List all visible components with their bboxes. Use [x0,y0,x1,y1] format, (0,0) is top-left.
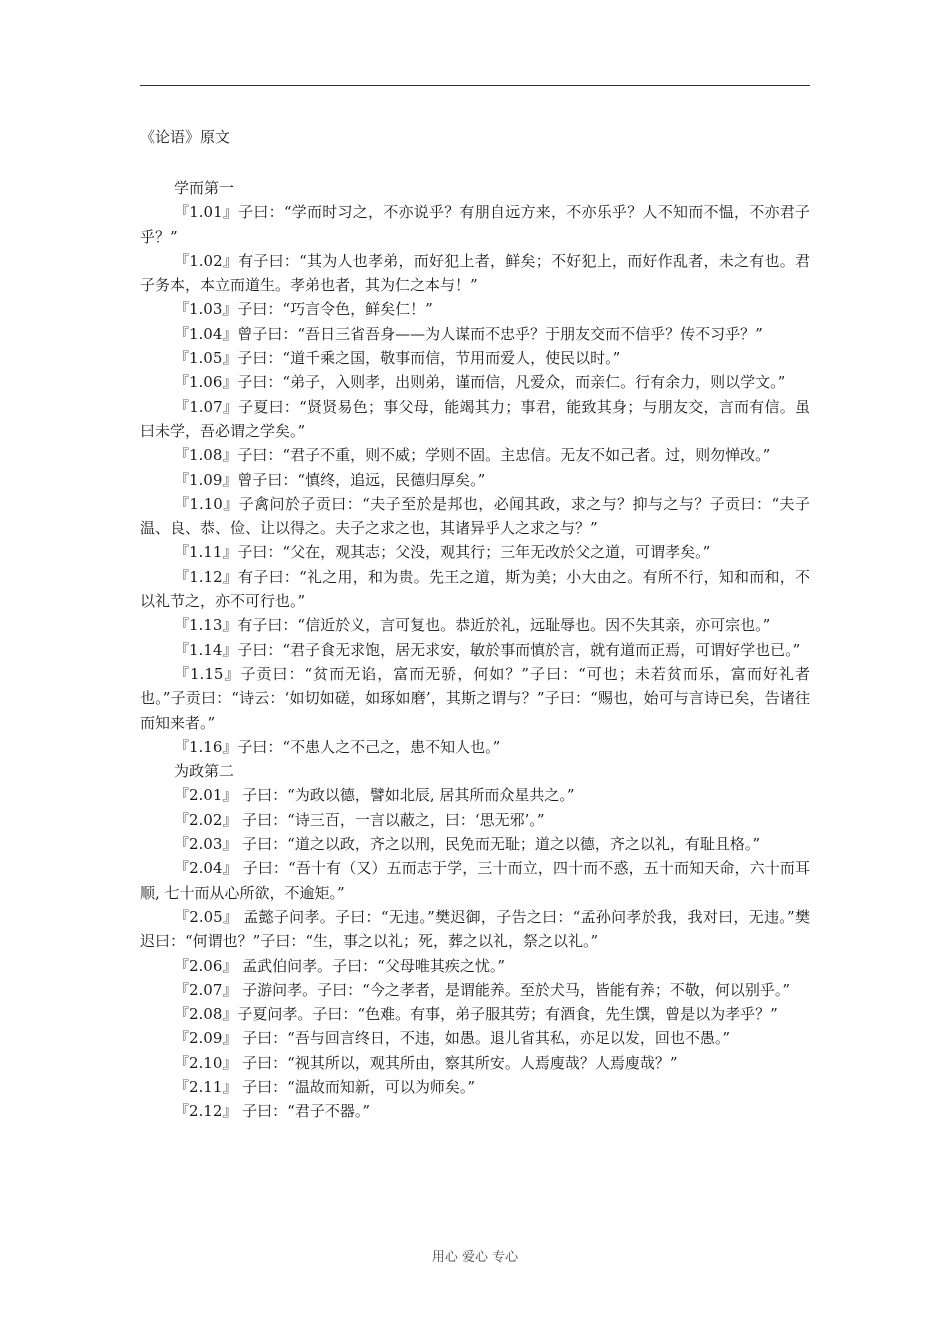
paragraph-2-10: 『2.10』 子曰：“视其所以，观其所由，察其所安。人焉廋哉？人焉廋哉？” [174,1053,678,1072]
paragraph-1-06: 『1.06』子曰：“弟子，入则孝，出则弟，谨而信，凡爱众，而亲仁。行有余力，则以学文。” [174,373,786,392]
paragraph-2-02: 『2.02』 子曰：“诗三百，一言以蔽之，曰：‘思无邪’。” [174,810,545,829]
paragraph-1-11: 『1.11』子曰：“父在，观其志；父没，观其行；三年无改於父之道，可谓孝矣。” [174,543,711,562]
paragraph-2-07: 『2.07』 子游问孝。子曰：“今之孝者，是谓能养。至於犬马，皆能有养；不敬，何以别乎。” [174,980,791,999]
paragraph-2-01: 『2.01』 子曰：“为政以德，譬如北辰, 居其所而众星共之。” [174,786,575,805]
paragraph-1-15: 『1.15』子贡曰：“贫而无谄，富而无骄，何如？”子曰：“可也；未若贫而乐，富而好礼者也。”子贡曰：“诗云：‘如切如磋，如琢如磨’，其斯之谓与？”子曰：“赐也，始可与言诗已矣，告诸往而知来者。” [140,664,810,732]
paragraph-1-09: 『1.09』曾子曰：“慎终，追远，民德归厚矣。” [174,470,486,489]
page-footer: 用心 爱心 专心 [431,1250,519,1265]
paragraph-1-13: 『1.13』有子曰：“信近於义，言可复也。恭近於礼，远耻辱也。因不失其亲，亦可宗也。” [174,616,771,635]
section-xueer-paragraphs [140,200,810,759]
paragraph-1-10: 『1.10』子禽问於子贡曰：“夫子至於是邦也，必闻其政，求之与？抑与之与？子贡曰：“夫子温、良、恭、俭、让以得之。夫子之求之也，其诸异乎人之求之与？” [140,494,810,538]
paragraph-1-02: 『1.02』有子曰：“其为人也孝弟，而好犯上者，鲜矣；不好犯上，而好作乱者，未之有也。君子务本，本立而道生。孝弟也者，其为仁之本与！” [140,251,810,295]
paragraph-2-05: 『2.05』 孟懿子问孝。子曰：“无违。”樊迟御，子告之曰：“孟孙问孝於我，我对曰，无违。”樊迟曰：“何谓也？”子曰：“生，事之以礼；死，葬之以礼，祭之以礼。” [140,907,810,951]
header-rule [140,85,810,86]
paragraph-2-03: 『2.03』 子曰：“道之以政，齐之以刑，民免而无耻；道之以德，齐之以礼，有耻且格。” [174,835,761,854]
paragraph-2-06: 『2.06』 孟武伯问孝。子曰：“父母唯其疾之忧。” [174,956,506,975]
section-heading-xueer: 学而第一 [174,179,235,197]
document-body [140,176,810,1124]
section-weizheng-paragraphs [140,783,810,1123]
paragraph-1-16: 『1.16』子曰：“不患人之不己之，患不知人也。” [174,737,501,756]
paragraph-2-08: 『2.08』子夏问孝。子曰：“色难。有事，弟子服其劳；有酒食，先生馔，曾是以为孝乎？” [174,1005,778,1024]
paragraph-1-07: 『1.07』子夏曰：“贤贤易色；事父母，能竭其力；事君，能致其身；与朋友交，言而有信。虽曰未学，吾必谓之学矣。” [140,397,810,440]
document-title: 《论语》原文 [140,128,231,146]
paragraph-2-04: 『2.04』 子曰：“吾十有（又）五而志于学，三十而立，四十而不惑，五十而知天命，六十而耳顺, 七十而从心所欲，不逾矩。” [140,859,810,902]
section-heading-weizheng: 为政第二 [174,762,235,781]
paragraph-2-09: 『2.09』 子曰：“吾与回言终日，不违，如愚。退儿省其私，亦足以发，回也不愚。” [174,1029,731,1048]
paragraph-1-08: 『1.08』子曰：“君子不重，则不威；学则不固。主忠信。无友不如己者。过，则勿惮改。” [174,446,771,465]
paragraph-2-11: 『2.11』 子曰：“温故而知新，可以为师矣。” [174,1077,476,1096]
paragraph-2-12: 『2.12』 子曰：“君子不器。” [174,1102,371,1121]
paragraph-1-05: 『1.05』子曰：“道千乘之国，敬事而信，节用而爱人，使民以时。” [174,349,621,368]
paragraph-1-01: 『1.01』子曰：“学而时习之，不亦说乎？有朋自远方来，不亦乐乎？人不知而不愠，不亦君子乎？” [140,203,810,246]
paragraph-1-12: 『1.12』有子曰：“礼之用，和为贵。先王之道，斯为美；小大由之。有所不行，知和而和，不以礼节之，亦不可行也。” [140,567,810,611]
paragraph-1-14: 『1.14』子曰：“君子食无求饱，居无求安，敏於事而慎於言，就有道而正焉，可谓好学也已。” [174,640,801,659]
paragraph-1-04: 『1.04』曾子曰：“吾日三省吾身——为人谋而不忠乎？于朋友交而不信乎？传不习乎？” [174,324,763,343]
paragraph-1-03: 『1.03』子曰：“巧言令色，鲜矣仁！” [174,300,433,319]
